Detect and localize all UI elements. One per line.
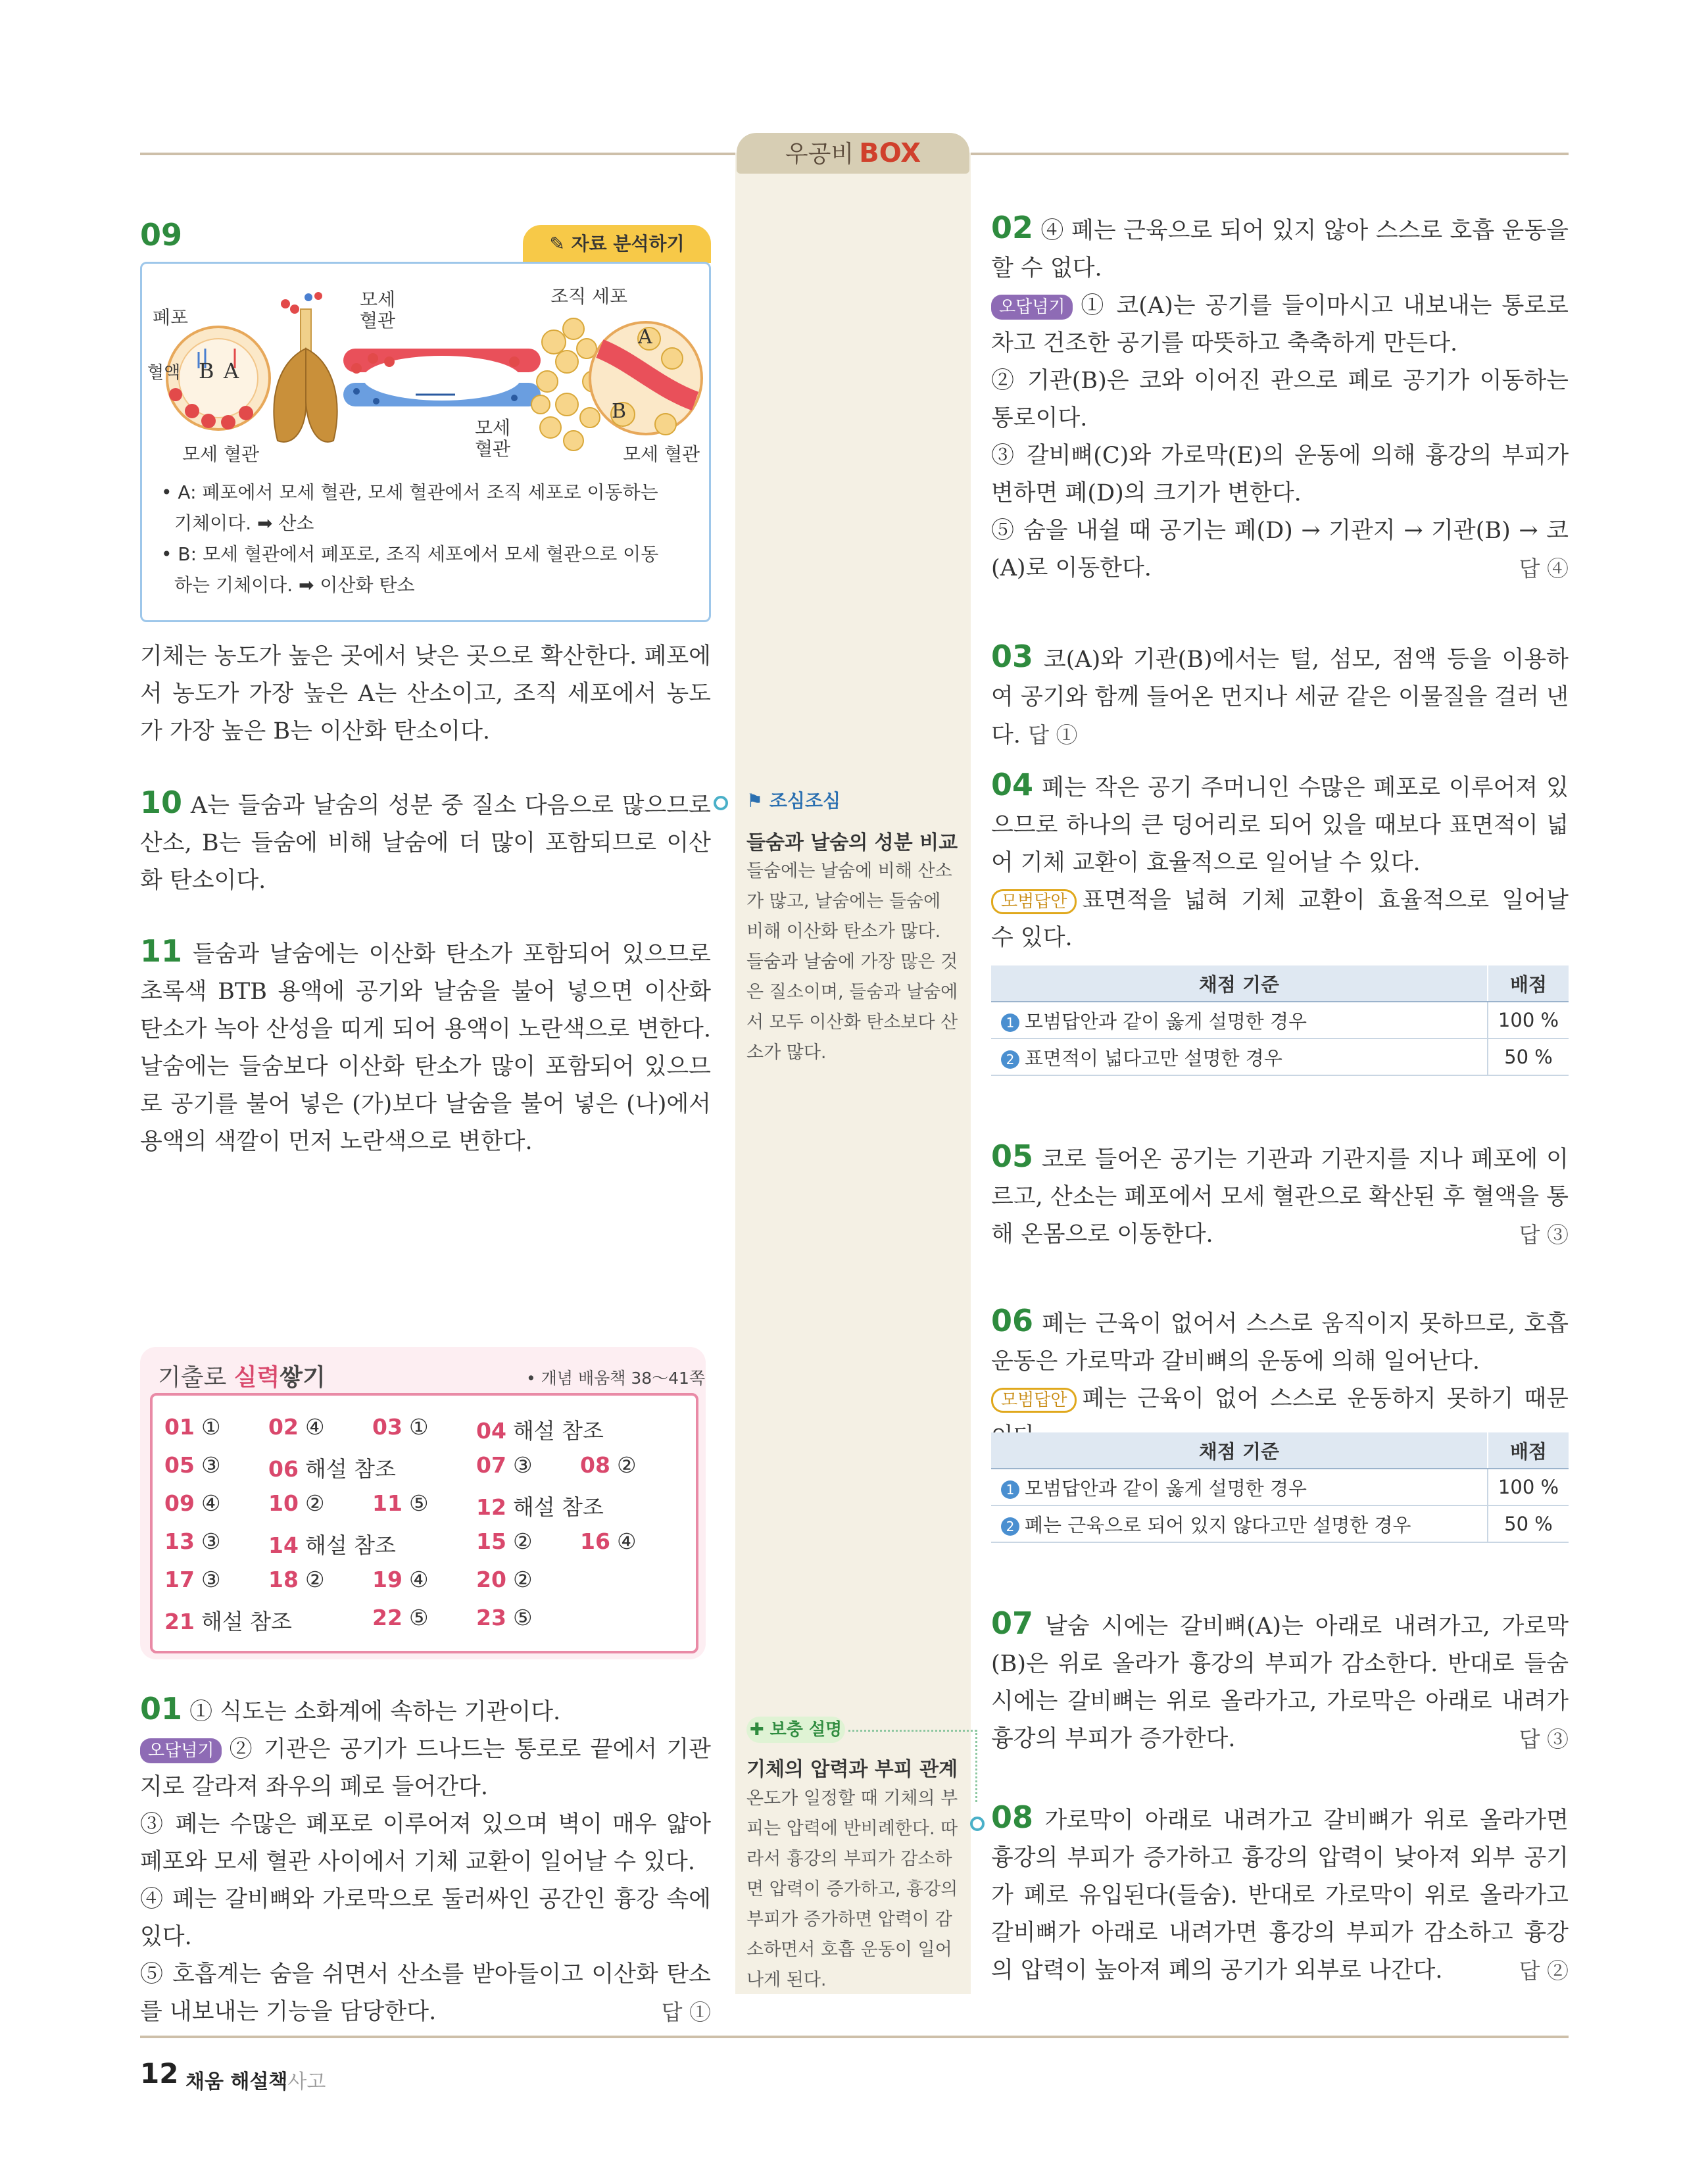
- q01-line4: ④ 폐는 갈비뼈와 가로막으로 둘러싸인 공간인 흉강 속에 있다.: [140, 1886, 711, 1950]
- review-item-07: 07 ③: [476, 1452, 533, 1478]
- pencil-icon: ✎: [549, 233, 572, 255]
- q03-explanation: 코(A)와 기관(B)에서는 털, 섬모, 점액 등을 이용하여 공기와 함께 들어온 먼지나 세균 같은 이물질을 걸러 낸다.: [991, 647, 1569, 748]
- note-b-line2: 하는 기체이다. ➡ 이산화 탄소: [174, 574, 415, 596]
- side-note-1-label: ⚑ 조심조심: [746, 790, 841, 812]
- flag-icon: ⚑: [746, 790, 769, 812]
- label-capillary-top-2: 혈관: [360, 310, 396, 331]
- question-number-11: 11: [140, 933, 183, 969]
- q03-answer: 답 ①: [1028, 722, 1078, 748]
- q07-explanation: 날숨 시에는 갈비뼈(A)는 아래로 내려가고, 가로막(B)은 위로 올라가 흉강의 부피가 감소한다. 반대로 들숨 시에는 갈비뼈는 위로 올라가고, 가로막은 아래로 내려가 흉강의 부피가 증가한다.: [991, 1613, 1569, 1752]
- review-item-18: 18 ②: [268, 1567, 325, 1592]
- review-reference: • 개념 배움책 38～41쪽: [526, 1369, 706, 1388]
- question-number-06: 06: [991, 1303, 1034, 1338]
- q06-scoring-table: [991, 1432, 1569, 1543]
- q05-block: [991, 1138, 1569, 1254]
- label-capillary-bottom-right: 모세 혈관: [623, 443, 700, 465]
- table-header-criteria: 채점 기준: [991, 965, 1488, 1002]
- side-note-1-title: 들숨과 날숨의 성분 비교: [746, 831, 958, 854]
- q07-answer: 답 ③: [1519, 1726, 1569, 1752]
- label-blood: 혈액: [147, 363, 181, 383]
- note-b-line1: • B: 모세 혈관에서 폐포로, 조직 세포에서 모세 혈관으로 이동: [161, 543, 659, 565]
- review-item-22: 22 ⑤: [372, 1605, 429, 1630]
- q03-block: [991, 638, 1569, 754]
- q02-line1: ④ 폐는 근육으로 되어 있지 않아 스스로 호흡 운동을 할 수 없다.: [991, 218, 1569, 281]
- label-capillary-mid-2: 혈관: [475, 438, 511, 460]
- review-item-03: 03 ①: [372, 1414, 429, 1440]
- label-tissue-cell: 조직 세포: [550, 285, 628, 307]
- model-answer-tag: 모범답안: [991, 1388, 1077, 1413]
- side-note-2-label: ✚ 보충 설명: [746, 1717, 845, 1743]
- wrong-answer-tag: 오답넘기: [991, 295, 1073, 320]
- q10-block: [140, 784, 711, 900]
- review-title: 기출로 실력쌓기: [158, 1364, 326, 1391]
- review-item-09: 09 ④: [164, 1490, 221, 1516]
- q01-line5: ⑤ 호흡계는 숨을 쉬면서 산소를 받아들이고 이산화 탄소를 내보내는 기능을 담당한다.: [140, 1961, 711, 2025]
- wrong-answer-tag: 오답넘기: [140, 1738, 222, 1763]
- table-row: 1 모범답안과 같이 옳게 설명한 경우 100 %: [991, 1469, 1569, 1505]
- question-number-08: 08: [991, 1799, 1034, 1835]
- q02-line2: ① 코(A)는 공기를 들이마시고 내보내는 통로로 차고 건조한 공기를 따뜻하고 축축하게 만든다.: [991, 293, 1569, 356]
- q05-explanation: 코로 들어온 공기는 기관과 기관지를 지나 폐포에 이르고, 산소는 폐포에서 모세 혈관으로 확산된 후 혈액을 통해 온몸으로 이동한다.: [991, 1146, 1569, 1248]
- review-item-23: 23 ⑤: [476, 1605, 533, 1630]
- data-analysis-badge: ✎ 자료 분석하기: [523, 225, 711, 263]
- bottom-rule: [140, 2036, 1569, 2038]
- q02-block: [991, 209, 1569, 587]
- review-item-11: 11 ⑤: [372, 1490, 429, 1516]
- q04-block: [991, 766, 1569, 957]
- q08-answer: 답 ②: [1519, 1958, 1569, 1984]
- q07-block: [991, 1605, 1569, 1758]
- q08-block: [991, 1799, 1569, 1990]
- table-header-score: 배점: [1488, 1432, 1569, 1469]
- analysis-notes: [161, 477, 700, 600]
- question-number-10: 10: [140, 785, 183, 820]
- review-item-06: 06 해설 참조: [268, 1456, 396, 1482]
- review-item-02: 02 ④: [268, 1414, 325, 1440]
- note-a-line1: • A: 폐포에서 모세 혈관, 모세 혈관에서 조직 세포로 이동하는: [161, 481, 658, 503]
- q09-explanation: 기체는 농도가 높은 곳에서 낮은 곳으로 확산한다. 폐포에서 농도가 가장 높은 A는 산소이고, 조직 세포에서 농도가 가장 높은 B는 이산화 탄소이다.: [140, 643, 711, 745]
- q06-model-answer: 폐는 근육이 없어 스스로 운동하지 못하기 때문: [1082, 1386, 1569, 1412]
- table-header-criteria: 채점 기준: [991, 1432, 1488, 1469]
- q01-line1: ① 식도는 소화계에 속하는 기관이다.: [189, 1699, 561, 1725]
- page-number: 12: [140, 2057, 179, 2089]
- connector-dot: [714, 796, 728, 810]
- q11-block: [140, 933, 711, 1161]
- label-B-right: B: [612, 400, 627, 423]
- review-item-17: 17 ③: [164, 1567, 221, 1592]
- box-header: 우공비 BOX: [737, 133, 969, 174]
- label-B: B: [199, 358, 214, 383]
- question-number-01: 01: [140, 1691, 183, 1726]
- side-note-2-title: 기체의 압력과 부피 관계: [746, 1758, 958, 1781]
- q02-line5: ⑤ 숨을 내쉴 때 공기는 폐(D) → 기관지 → 기관(B) → 코(A)로 이동한다.: [991, 518, 1569, 581]
- label-capillary-mid-1: 모세: [475, 417, 511, 439]
- label-alveolus: 폐포: [153, 306, 189, 328]
- gas-exchange-diagram: [146, 270, 705, 467]
- review-item-10: 10 ②: [268, 1490, 325, 1516]
- review-item-12: 12 해설 참조: [476, 1494, 604, 1520]
- review-item-01: 01 ①: [164, 1414, 221, 1440]
- question-number-07: 07: [991, 1605, 1034, 1641]
- review-item-08: 08 ②: [580, 1452, 637, 1478]
- review-item-05: 05 ③: [164, 1452, 221, 1478]
- q08-explanation: 가로막이 아래로 내려가고 갈비뼈가 위로 올라가면 흉강의 부피가 증가하고 흉강의 압력이 낮아져 외부 공기가 폐로 유입된다(들숨). 반대로 가로막이 위로 올라가고 갈비뼈가 아래로 내려가면 흉강의 부피가 감소하고 흉강의 압력이 높아져 폐의 공기가 외부로 나간다.: [991, 1807, 1569, 1984]
- review-item-16: 16 ④: [580, 1528, 637, 1554]
- review-item-15: 15 ②: [476, 1528, 533, 1554]
- label-A-right: A: [638, 326, 652, 349]
- plus-icon: ✚: [749, 1720, 770, 1740]
- q02-line3: ② 기관(B)은 코와 이어진 관으로 폐로 공기가 이동하는 통로이다.: [991, 368, 1569, 431]
- q02-line4: ③ 갈비뼈(C)와 가로막(E)의 운동에 의해 흉강의 부피가 변하면 폐(D)의 크기가 변한다.: [991, 443, 1569, 506]
- q01-line3: ③ 폐는 수많은 폐포로 이루어져 있으며 벽이 매우 얇아 폐포와 모세 혈관 사이에서 기체 교환이 일어날 수 있다.: [140, 1811, 711, 1875]
- review-item-14: 14 해설 참조: [268, 1532, 396, 1558]
- q04-model-answer: 표면적을 넓혀 기체 교환이 효율적으로 일어날 수 있다.: [991, 887, 1569, 951]
- label-capillary-top-1: 모세: [360, 289, 396, 310]
- q04-scoring-table: [991, 965, 1569, 1076]
- side-note-2-body: 온도가 일정할 때 기체의 부피는 압력에 반비례한다. 따라서 흉강의 부피가 감소하면 압력이 증가하고, 흉강의 부피가 증가하면 압력이 감소하면서 호흡 운동이 일어나게 된다.: [746, 1788, 958, 1990]
- table-row: 2 표면적이 넓다고만 설명한 경우 50 %: [991, 1039, 1569, 1075]
- question-number-04: 04: [991, 767, 1034, 802]
- question-number-09: 09: [140, 217, 183, 253]
- model-answer-tag: 모범답안: [991, 889, 1077, 914]
- side-note-1-body: 들숨에는 날숨에 비해 산소가 많고, 날숨에는 들숨에 비해 이산화 탄소가 많다. 들숨과 날숨에 가장 많은 것은 질소이며, 들숨과 날숨에서 모두 이산화 탄소보다 산소가 많다.: [746, 861, 958, 1063]
- table-header-score: 배점: [1488, 965, 1569, 1002]
- question-number-03: 03: [991, 639, 1034, 674]
- q10-explanation: A는 들숨과 날숨의 성분 중 질소 다음으로 많으므로 산소, B는 들숨에 비해 날숨에 더 많이 포함되므로 이산화 탄소이다.: [140, 793, 711, 894]
- question-number-05: 05: [991, 1138, 1034, 1174]
- review-item-13: 13 ③: [164, 1528, 221, 1554]
- review-item-21: 21 해설 참조: [164, 1609, 292, 1634]
- q05-answer: 답 ③: [1519, 1222, 1569, 1248]
- review-item-04: 04 해설 참조: [476, 1418, 604, 1444]
- connector-dot: [970, 1817, 985, 1831]
- q01-block: [140, 1690, 711, 2031]
- table-row: 1 모범답안과 같이 옳게 설명한 경우 100 %: [991, 1002, 1569, 1039]
- question-number-02: 02: [991, 210, 1034, 245]
- q01-line2: ② 기관은 공기가 드나드는 통로로 끝에서 기관지로 갈라져 좌우의 폐로 들어간다.: [140, 1736, 711, 1800]
- label-A: A: [224, 358, 239, 383]
- dotted-connector-vertical: [975, 1730, 977, 1802]
- review-item-20: 20 ②: [476, 1567, 533, 1592]
- table-row: 2 폐는 근육으로 되어 있지 않다고만 설명한 경우 50 %: [991, 1505, 1569, 1542]
- q02-answer: 답 ④: [1519, 556, 1569, 581]
- q01-answer: 답 ①: [661, 1999, 711, 2025]
- q04-explanation: 폐는 작은 공기 주머니인 수많은 폐포로 이루어져 있으므로 하나의 큰 덩어리로 되어 있을 때보다 표면적이 넓어 기체 교환이 효율적으로 일어날 수 있다.: [991, 775, 1569, 876]
- review-item-19: 19 ④: [372, 1567, 429, 1592]
- q11-explanation: 들숨과 날숨에는 이산화 탄소가 포함되어 있으므로 초록색 BTB 용액에 공기와 날숨을 불어 넣으면 이산화 탄소가 녹아 산성을 띠게 되어 용액이 노란색으로 변한다. 날숨에는 들숨보다 이산화 탄소가 많이 포함되어 있으므로 공기를 불어 넣은 (가)보다 날숨을 불어 넣은 (나)에서 용액의 색깔이 먼저 노란색으로 변한다.: [140, 941, 711, 1155]
- dotted-connector: [848, 1730, 977, 1732]
- q06-explanation: 폐는 근육이 없어서 스스로 움직이지 못하므로, 호흡 운동은 가로막과 갈비뼈의 운동에 의해 일어난다.: [991, 1311, 1569, 1375]
- book-title: 채움 해설책사고: [185, 2070, 326, 2093]
- label-capillary-bottom-left: 모세 혈관: [182, 443, 260, 465]
- note-a-line2: 기체이다. ➡ 산소: [174, 512, 314, 534]
